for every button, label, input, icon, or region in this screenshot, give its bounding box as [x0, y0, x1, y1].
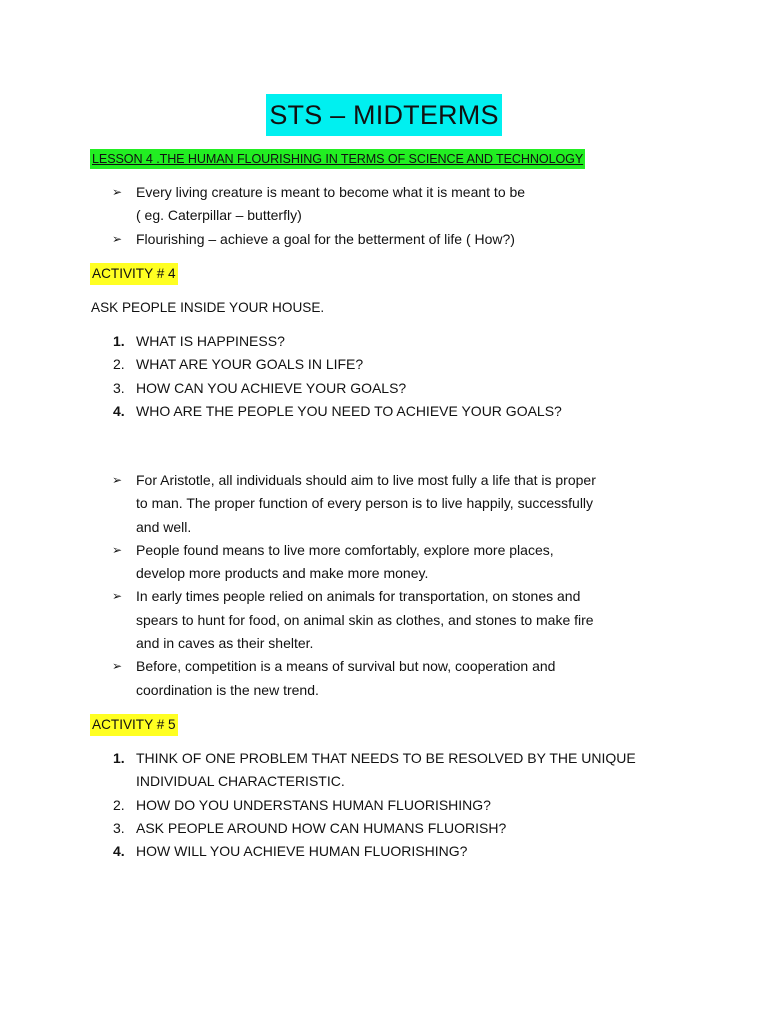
question-number: 3. — [113, 379, 125, 396]
question-text: WHO ARE THE PEOPLE YOU NEED TO ACHIEVE YOUR GOALS? — [136, 402, 562, 419]
bullet-text-line: People found means to live more comfortably, explore more places, — [136, 541, 554, 558]
bullet-text-line: and in caves as their shelter. — [136, 635, 314, 652]
bullet-text-line: For Aristotle, all individuals should aim to live most fully a life that is proper — [136, 472, 596, 488]
activity-5-question-list — [0, 747, 676, 863]
bullet-text-line: In early times people relied on animals for transportation, on stones and — [136, 588, 581, 605]
question-text: INDIVIDUAL CHARACTERISTIC. — [136, 773, 345, 790]
bullet-text-line: Before, competition is a means of survival but now, cooperation and — [136, 658, 556, 675]
question-number: 2. — [113, 356, 125, 373]
question-number: 4. — [113, 402, 125, 419]
bullet-item — [0, 469, 676, 539]
question-item — [0, 794, 676, 817]
bullet-text-line: coordination is the new trend. — [136, 681, 319, 698]
question-item — [0, 330, 676, 353]
arrow-bullet-icon: ➢ — [112, 473, 123, 487]
bullet-text-line: Every living creature is meant to become what it is meant to be — [136, 184, 526, 200]
question-item — [0, 400, 676, 423]
arrow-bullet-icon: ➢ — [112, 542, 123, 557]
arrow-bullet-icon: ➢ — [112, 231, 123, 246]
bullet-item — [0, 539, 676, 586]
bullet-item — [0, 585, 676, 655]
arrow-bullet-icon: ➢ — [112, 659, 123, 674]
question-number: 1. — [113, 750, 125, 766]
bullet-text-line: to man. The proper function of every person is to live happily, successfully — [136, 495, 594, 512]
question-number: 2. — [113, 796, 125, 813]
body-bullet-list — [0, 469, 676, 702]
question-item — [0, 747, 676, 794]
arrow-bullet-icon: ➢ — [112, 185, 123, 199]
bullet-item — [0, 228, 676, 251]
question-item — [0, 840, 676, 863]
question-number: 1. — [113, 333, 125, 349]
question-item — [0, 377, 676, 400]
question-text: HOW WILL YOU ACHIEVE HUMAN FLUORISHING? — [136, 843, 468, 860]
arrow-bullet-icon: ➢ — [112, 589, 123, 604]
title-wrap — [0, 94, 768, 136]
question-text: HOW CAN YOU ACHIEVE YOUR GOALS? — [136, 379, 407, 396]
question-number: 3. — [113, 819, 125, 836]
activity-5-label: ACTIVITY # 5 — [90, 714, 178, 736]
lesson-heading: LESSON 4 .THE HUMAN FLOURISHING IN TERMS OF SCIENCE AND TECHNOLOGY — [90, 149, 585, 169]
question-text: ASK PEOPLE AROUND HOW CAN HUMANS FLUORISH? — [136, 819, 507, 836]
activity-4-instruction: ASK PEOPLE INSIDE YOUR HOUSE. — [91, 300, 325, 315]
intro-bullet-list — [0, 181, 676, 251]
question-text: HOW DO YOU UNDERSTANS HUMAN FLUORISHING? — [136, 796, 491, 813]
question-item — [0, 817, 676, 840]
page-title: STS – MIDTERMS — [266, 94, 501, 136]
bullet-item — [0, 655, 676, 702]
bullet-item — [0, 181, 676, 228]
activity-4-label: ACTIVITY # 4 — [90, 263, 178, 285]
question-number: 4. — [113, 843, 125, 860]
bullet-text-line: and well. — [136, 518, 192, 535]
question-item — [0, 353, 676, 376]
activity-4-question-list — [0, 330, 676, 423]
bullet-text-line: develop more products and make more money. — [136, 565, 429, 582]
bullet-text-line: ( eg. Caterpillar – butterfly) — [136, 207, 302, 224]
bullet-text-line: spears to hunt for food, on animal skin as clothes, and stones to make fire — [136, 611, 594, 628]
question-text: WHAT IS HAPPINESS? — [136, 333, 285, 349]
bullet-text-line: Flourishing – achieve a goal for the betterment of life ( How?) — [136, 230, 515, 247]
question-text: WHAT ARE YOUR GOALS IN LIFE? — [136, 356, 364, 373]
question-text: THINK OF ONE PROBLEM THAT NEEDS TO BE RESOLVED BY THE UNIQUE — [136, 750, 636, 766]
